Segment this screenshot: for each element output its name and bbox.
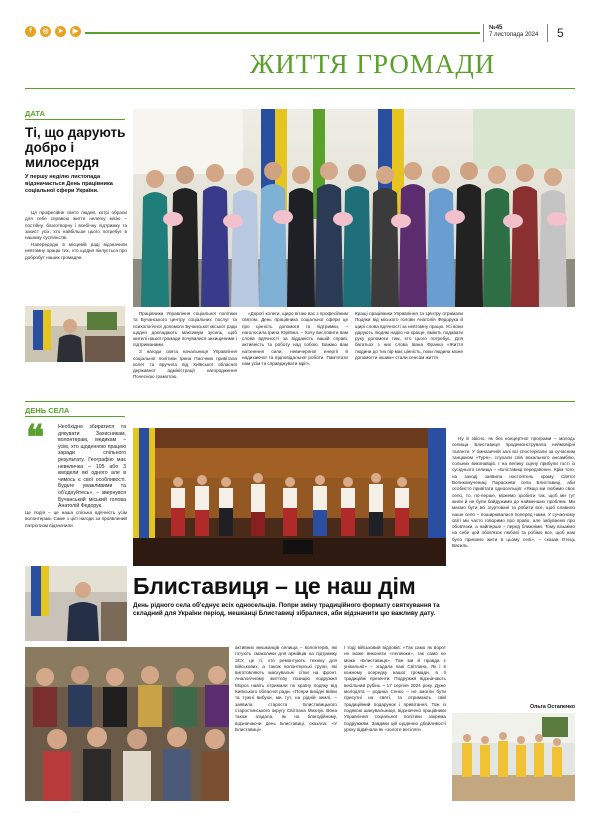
issue-info: [489, 25, 538, 39]
article1-lead: У першу неділю листопада відзначається День працівника соціальної сфери України.: [25, 174, 113, 194]
article2-headline: Блиставиця – це наш дім: [133, 573, 416, 599]
intro-paragraph: Ця професійне свято людей, котрі обрали для себе справою життя нелегку місію – постійну, благотворну і всебічну підтримку та захист усіх, хто найбільше цього потребує в нашому суспільстві.: [25, 210, 127, 241]
paragraph: Ну й звісно, як без концертної програми – молодь селища Блиставиця продемонструвала неймовірні таланти. У гімназичній залі всі спостерігали за сучасним танцюком «Турн», слухали спів вокального ансамблю, сольних виконавців. І на велику сцену прибули гості із сусіднього селища – «Бліставиці передзвони». Крім того, на заході заявила настоятель храму Святої Великомучениці Параскеви села Блиставиці, аби особисто привітати односельців: «Якщо ми любимо своє село, то, по-перше, можемо зробити так, щоб ми тут жили й не були байдужими до найменших проблем. Ми маємо бути всі згуртовані та робити все, щоб славило наше село – поширювалася поперед нами. У сучасному світі ми часто говоримо про право, але забуваємо про обов'язки, а найперше – перед ближніми. Тому візьмімо на себе цей обов'язок любові та робімо все, щоб нам було приємно жити в цьому селі», – сказав Отець Василь.: [452, 436, 575, 549]
header-divider-2: [547, 24, 548, 42]
quote-mark: ❝: [26, 420, 45, 457]
paragraph: «Дорогі колеги, щиро вітаю вас з професійним святом. День працівника соціальної сфери це про цінність допомоги та підтримки, – наголосила Ірина Юріївна. – Хочу висловити вам слова вдячності за відданість вашій справі, активність та роботу над собою. Бажаю вам натхнення сили, невичерпної енергії й надихаючої та відповідальної роботи. Пам'ятати нам усім та справджувати мрії».: [242, 311, 348, 367]
speaker-photo: [25, 306, 125, 362]
paragraph: Працівники Управління соціальної політики та Бучанського центру соціальних послуг та психологічної допомоги Бучанської міської ради щодня докладають максимум зусиль, щоб жителі нашої громади почувалися захищеними і підтриманими.: [133, 311, 237, 348]
issue-date: 7 листопада 2024: [489, 32, 539, 38]
author-signature: Ольга Остапенко: [529, 704, 575, 710]
telegram-icon[interactable]: ➤: [55, 26, 66, 37]
issue-number: №45: [489, 25, 503, 31]
paragraph: активних мешканців селища – волонтерів, які готують смаколики для армійців на підтримку ЗСУ, це ті, хто ремонтують техніку для військових, а також волонтерські групи, які виготовляють маскувальні сітки на фронт. Аналогічному життєву позицію подружжя Мороз навіть отримали по країну подяку від Київського обласної ради. «Попри вихідні війни та тужні вибухи, ми тут, на рідній землі, – заявила староста Блиставицького старостинського округу Світлана Михнук. Вона також згадала, як на благодійному, відзначаючи день Блиставиці, сказала: «У Блиставиці».: [235, 645, 337, 732]
social-workers-group-photo: [133, 109, 575, 307]
article1-column-2: [242, 311, 348, 395]
rubric-rule: [25, 416, 125, 417]
header-rule: [85, 32, 480, 34]
youtube-icon[interactable]: ▶: [70, 26, 81, 37]
header-divider: [483, 24, 484, 42]
article1-column-4: [469, 311, 575, 395]
article2-column-3: [452, 436, 575, 702]
article2-quote: Необхідно збиратися та дякувати Захисникам, волонтерам, медикам – усім, хто щоденною працею заради спільного результату. Географію має невеличка – 105 або 3 кмодели які одного але в чимось є свої особливості. Будьте уважливими та об'єднуйтесь», – звернувся Бучанський міський голова Анатолій Федорук.: [58, 424, 126, 508]
intro-paragraph: Напередодні в місцевій раді відзначили невтомну працю тих, хто щодня піклується про добробут наших громадян.: [25, 241, 127, 260]
article1-intro: [25, 210, 127, 302]
audience-photo: [25, 647, 229, 801]
dance-performance-photo: [452, 713, 575, 801]
section-rule: [25, 401, 575, 402]
article2-quote-continuation: [25, 510, 127, 560]
social-icons: [25, 26, 81, 37]
article1-column-1: [133, 311, 237, 395]
facebook-icon[interactable]: f: [25, 26, 36, 37]
paragraph: Кращі працівники Управління та Центру отримали Подяки від міського голови Анатолія Федорука й щирі слова вдячності за невтомну працю. Усі вони дарують людям надію на краще, вміють подавати руку допомоги тим, хто цього потребує. Для багатьох з них слова Івана Франка «Життя людини до тих пір має цінність, поки людина може допомогти іншим» стали сенсом життя.: [355, 311, 463, 361]
masthead-rule: [25, 88, 575, 89]
rubric-rule: [25, 119, 125, 120]
page-number: 5: [557, 26, 564, 40]
article1-column-3: [355, 311, 463, 395]
rubric-date: ДАТА: [25, 109, 45, 118]
mayor-speech-photo: [25, 566, 127, 641]
article2-column-2: [344, 645, 446, 803]
rubric-village-day: ДЕНЬ СЕЛА: [25, 406, 70, 415]
article1-headline: Ті, що дарують добро і милосердя: [25, 125, 126, 170]
paragraph: І тоді військовий відповів: «Так само як ворот не може виконати «лелеюки», так само не може «Блиставиця». Тож ми й правда є унікальні!» – згадала пані Світлана. Як і в кожному осередку нашої громади, в її традиційні презенти. Подружжя відзначають весільний рубінь – 17 серпня 2024 року. Дуже молодята – родина Сенко – не змогли бути присутні на святі, та отримають свій традиційний подарунок і привітання. Тож із подякою шанувальнице, відзначено працівники Управління соціальної політики зокрема подружжям. Завдяки цій щоденно дбайливості уроку відмічали як «золоте весілля».: [344, 645, 446, 732]
paragraph: Це подія – це наша спільна вдячність усім волонтерам. Саме з цієї нагоди за проявлений патріотизм відзначили: [25, 510, 127, 528]
concert-stage-photo: [133, 428, 446, 566]
paragraph: З нагоди свята начальниця Управління соціальної політики Ірина Пасічник привітала колег та вручила від Київської обласної державної адміністрації нагородження Почесною грамотою.: [133, 349, 237, 380]
instagram-icon[interactable]: ◎: [40, 26, 51, 37]
masthead: ЖИТТЯ ГРОМАДИ: [250, 49, 496, 79]
article2-column-1: [235, 645, 337, 803]
article2-lead: День рідного села об'єднує всіх односельців. Попри зміну традиційного формату святкування та складний для України період, мешканці Блиставиці зібралися, аби відзначити цю важливу дату.: [133, 602, 440, 617]
